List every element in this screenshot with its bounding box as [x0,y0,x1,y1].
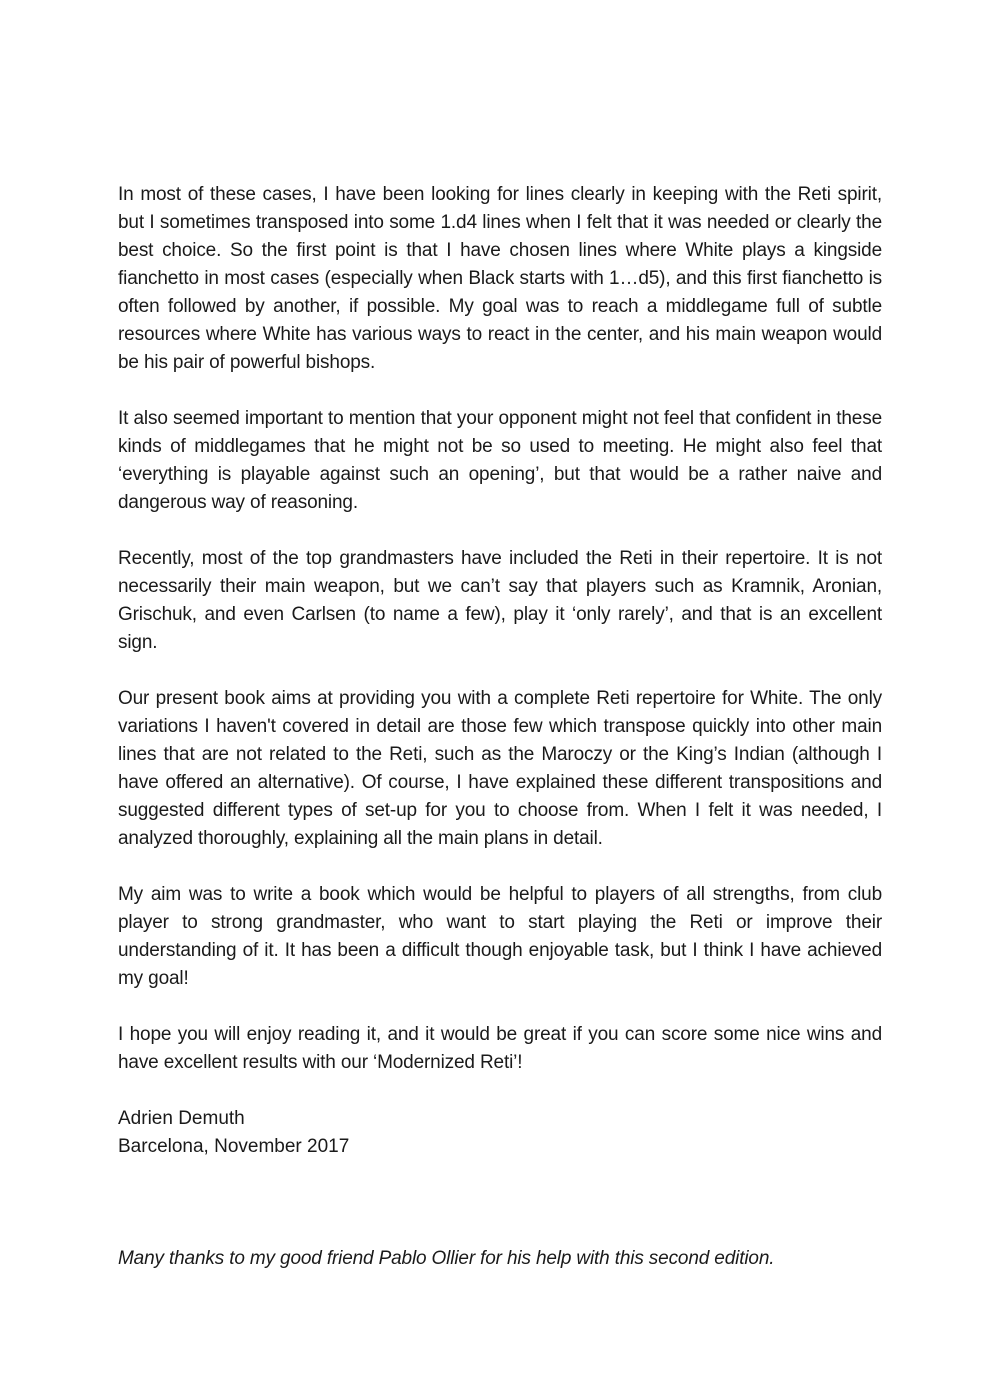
paragraph-closing-wish: I hope you will enjoy reading it, and it would be great if you can score some nice wins and have excellent results with our ‘Modernized Reti’! [118,1024,882,1073]
paragraph-reti-spirit: In most of these cases, I have been looking for lines clearly in keeping with the Reti spirit, but I sometimes transposed into some 1.d4 lines when I felt that it was needed or clearly the best choice. So the first point is that I have chosen lines where White plays a kingside fianchetto in most cases (especially when Black starts with 1…d5), and this first fianchetto is often followed by another, if possible. My goal was to reach a middlegame full of subtle resources where White has various ways to react in the center, and his main weapon would be his pair of powerful bishops. [118,184,882,373]
paragraph-book-aims: Our present book aims at providing you with a complete Reti repertoire for White. The only variations I haven't covered in detail are those few which transpose quickly into other main lines that are not related to the Reti, such as the Maroczy or the King’s Indian (although I have offered an alternative). Of course, I have explained these different transpositions and suggested different types of set-up for you to choose from. When I felt it was needed, I analyzed thoroughly, explaining all the main plans in detail. [118,688,882,849]
document-page [118,181,882,1269]
acknowledgement-note: Many thanks to my good friend Pablo Ollier for his help with this second edition. [118,1248,775,1269]
author-name: Adrien Demuth [118,1108,245,1129]
place-and-date: Barcelona, November 2017 [118,1136,350,1157]
paragraph-opponent-confidence: It also seemed important to mention that your opponent might not feel that confident in these kinds of middlegames that he might not be so used to meeting. He might also feel that ‘everything is playable against such an opening’, but that would be a rather naive and dangerous way of reasoning. [118,408,882,513]
paragraph-top-grandmasters: Recently, most of the top grandmasters have included the Reti in their repertoire. It is not necessarily their main weapon, but we can’t say that players such as Kramnik, Aronian, Grischuk, and even Carlsen (to name a few), play it ‘only rarely’, and that is an excellent sign. [118,548,882,653]
paragraph-author-aim: My aim was to write a book which would be helpful to players of all strengths, from club player to strong grandmaster, who want to start playing the Reti or improve their understanding of it. It has been a difficult though enjoyable task, but I think I have achieved my goal! [118,884,882,989]
signature-block [118,1105,882,1161]
